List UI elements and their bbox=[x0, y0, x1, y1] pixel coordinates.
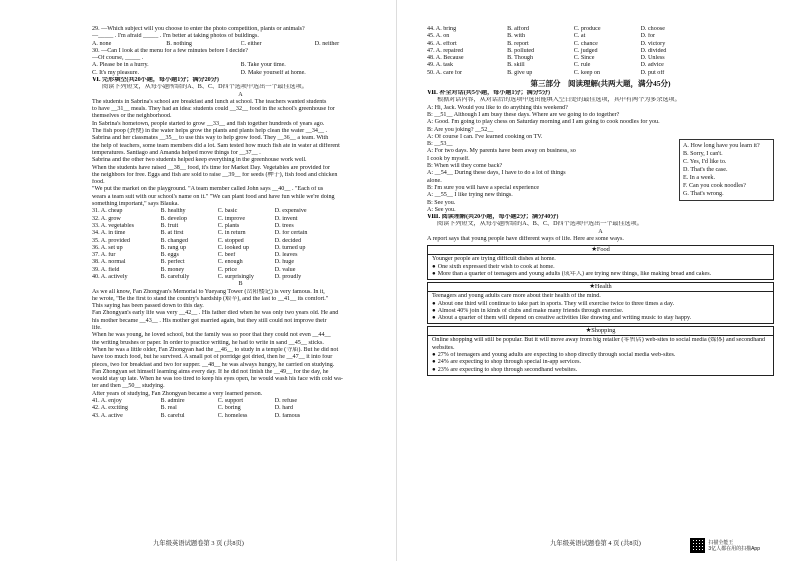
option: C. homeless bbox=[217, 412, 248, 419]
option-row bbox=[92, 252, 389, 259]
option: B. carefully bbox=[160, 274, 190, 280]
dialogue-line: B: When will they come back? bbox=[427, 163, 503, 170]
option: D. Make yourself at home. bbox=[240, 69, 306, 76]
option: 50. A. care for bbox=[427, 69, 463, 76]
option: B. rang up bbox=[160, 244, 187, 251]
question-30-options bbox=[92, 62, 389, 77]
option: 38. A. normal bbox=[92, 259, 126, 266]
report-box-body bbox=[428, 336, 773, 374]
option: D. famous bbox=[274, 412, 301, 419]
option: B. perfect bbox=[160, 259, 185, 266]
passage-line: "We put the market on the playground. "A team member called John says __40__ . "Each of us bbox=[92, 186, 324, 193]
passage-line: the help of teachers, some team members did a lot. Sam tested how much fish ate in water at different bbox=[92, 142, 340, 149]
report-item: ● More than a quarter of teenagers and young adults (成年人) are trying new things, like making bread and cakes. bbox=[432, 271, 769, 278]
option: C. in return bbox=[217, 230, 246, 237]
option: D. expensive bbox=[274, 208, 307, 215]
option: B. Take your time. bbox=[240, 62, 286, 69]
option: C. produce bbox=[573, 26, 601, 32]
option: B. healthy bbox=[160, 208, 186, 215]
option: D. neither bbox=[314, 40, 340, 47]
dialogue-choices-box bbox=[679, 139, 774, 201]
passage-line: themselves or the neighborhood. bbox=[92, 113, 172, 120]
option: 47. A. repaired bbox=[427, 47, 464, 54]
option: C. rule bbox=[573, 62, 591, 69]
report-item: Online shopping will still be popular. But it will move away from big retailer (零售店) web-sites to social media (媒体) and secondhand websites. bbox=[432, 337, 766, 351]
section-7-title: Ⅶ. 补全对话(共5小题，每小题1分；满分5分) bbox=[427, 90, 551, 97]
option: C. judged bbox=[573, 47, 598, 54]
option: 46. A. effort bbox=[427, 40, 457, 47]
report-item: ● 27% of teenagers and young adults are expecting to shop directly through social media web-sites. bbox=[432, 352, 769, 359]
option-row bbox=[427, 70, 774, 77]
option: B. nothing bbox=[166, 40, 192, 47]
option: B. fruit bbox=[160, 222, 179, 229]
dialogue-line: B: Are you joking? __52__ bbox=[427, 126, 494, 133]
option: D. choose bbox=[640, 26, 665, 32]
option: B. skill bbox=[507, 62, 525, 69]
passage-a-options bbox=[92, 208, 389, 281]
option-row bbox=[92, 208, 389, 215]
passage-line: pieces, two for breakfast and two for supper. __48__ he was always hungry, he carried on studying. bbox=[92, 361, 335, 368]
option: C. at bbox=[573, 33, 586, 40]
option-row bbox=[92, 267, 389, 274]
passage-a bbox=[92, 99, 389, 208]
passage-line: food. bbox=[92, 179, 105, 186]
option-row bbox=[92, 259, 389, 266]
question-line: —Of course, _____ . bbox=[92, 55, 144, 62]
passage-line: life. bbox=[92, 325, 102, 332]
option-row bbox=[427, 41, 774, 48]
passage-line: When he was young, he loved school, but the family was so poor that they could not even __44__ bbox=[92, 332, 331, 339]
option: C. beef bbox=[217, 252, 236, 259]
option: 48. A. Because bbox=[427, 55, 464, 62]
option: D. huge bbox=[274, 259, 295, 266]
option: B. polluted bbox=[507, 47, 535, 54]
question-29 bbox=[92, 26, 389, 41]
passage-b-options-continued bbox=[427, 26, 774, 77]
option: D. Unless bbox=[640, 55, 665, 62]
option: C. stopped bbox=[217, 237, 244, 244]
option-row bbox=[427, 33, 774, 40]
option-row bbox=[92, 238, 389, 245]
option: B. at first bbox=[160, 230, 184, 237]
option-row bbox=[427, 62, 774, 69]
option: B. money bbox=[160, 266, 185, 273]
dialogue-choice: G. That's wrong. bbox=[683, 190, 724, 197]
passage-line: the neighbors for free. Eggs and fish are sold to raise __39__ for seeds (种子), fish food and chicken bbox=[92, 171, 338, 178]
option-row bbox=[427, 55, 774, 62]
option: D. for bbox=[640, 33, 656, 40]
option: C. looked up bbox=[217, 244, 249, 251]
option: C. support bbox=[217, 398, 244, 405]
option-row bbox=[427, 48, 774, 55]
option: B. careful bbox=[160, 412, 185, 419]
dialogue-line: A: Of course I can. I've learned cooking on TV. bbox=[427, 133, 543, 140]
passage-line: Sabrina and her classmates __35__ to use this way to help grow food. They __36__ a team. With bbox=[92, 135, 329, 142]
section-8-title: Ⅷ. 阅读理解(共20小题，每小题2分；满分40分) bbox=[427, 214, 559, 221]
section-8-passage-label: A bbox=[598, 228, 603, 235]
passage-b bbox=[92, 289, 389, 398]
report-item: ● About one third will continue to take part in sports. They will exercise twice to three times a day. bbox=[432, 301, 769, 308]
passage-a-label: A bbox=[238, 91, 243, 98]
option: A. Please be in a hurry. bbox=[92, 62, 149, 69]
option: C. price bbox=[217, 266, 237, 273]
option: 37. A. fur bbox=[92, 252, 116, 259]
option: D. divided bbox=[640, 47, 667, 54]
option: 31. A. cheap bbox=[92, 208, 123, 215]
passage-line: When he was a little older, Fan Zhongyan had the __46__ to study in a temple (寺庙). But he did not bbox=[92, 346, 339, 353]
option: D. turned up bbox=[274, 244, 306, 251]
option: 40. A. actively bbox=[92, 274, 128, 280]
option-row bbox=[427, 26, 774, 33]
option-row bbox=[92, 223, 389, 230]
passage-b-options bbox=[92, 398, 389, 420]
passage-line: to have __31__ meals. They had an idea: students could __32__ food in the school's greenhouse for bbox=[92, 106, 335, 113]
option: B. report bbox=[507, 40, 529, 47]
question-line: 30. —Can I look at the menu for a few minutes before I decide? bbox=[92, 47, 249, 54]
option: D. advice bbox=[640, 62, 664, 69]
option: D. refuse bbox=[274, 398, 298, 405]
passage-line: Fan Zhongyan's early life was very __42__ . His father died when he was only two years old. He and bbox=[92, 310, 339, 317]
dialogue-line: A: Good. I'm going to play chess on Saturday morning and I am going to cook noodles for you. bbox=[427, 119, 660, 126]
option: B. real bbox=[160, 405, 177, 412]
passage-line: This saying has been passed down to this day. bbox=[92, 303, 204, 310]
option: B. with bbox=[507, 33, 526, 40]
report-box bbox=[427, 245, 774, 280]
page-3-footer: 九年级英语试题卷第 3 页 (共8页) bbox=[153, 540, 244, 547]
report-item: ● 24% are expecting to shop through special in-app services. bbox=[432, 359, 769, 366]
option: B. afford bbox=[507, 26, 529, 32]
option: D. invent bbox=[274, 215, 298, 222]
passage-line: In Sabrina's hometown, people started to grow __33__ and fish together hundreds of years ago. bbox=[92, 120, 325, 127]
passage-line: something important," says Blauka. bbox=[92, 201, 179, 208]
option-row bbox=[92, 398, 389, 405]
option: D. victory bbox=[640, 40, 666, 47]
watermark-title: 扫描全能王 bbox=[708, 539, 734, 546]
dialogue-choice: E. In a week. bbox=[683, 174, 715, 181]
option-row bbox=[92, 216, 389, 223]
question-line: —_____ . I'm afraid _____ . I'm better at taking photos of buildings. bbox=[92, 33, 259, 40]
passage-line: temperatures. Santiago and Amanda helped move things for __37__ . bbox=[92, 149, 261, 156]
option: D. proudly bbox=[274, 274, 302, 280]
scanner-watermark bbox=[690, 538, 760, 553]
option-row bbox=[92, 405, 389, 412]
option-row bbox=[92, 230, 389, 237]
section-6-instruction: 阅读下列短文，从每小题所给的A、B、C、D四个选项中选出一个最佳选项。 bbox=[102, 84, 308, 91]
dialogue-choice: D. That's the case. bbox=[683, 166, 728, 173]
passage-line: his mother became __43__ . His mother got married again, but they still could not improve their bbox=[92, 317, 327, 324]
option: C. It's my pleasure. bbox=[92, 69, 139, 76]
passage-line: The fish poop (粪便) in the water helps grow the plants and plants help clean the water __34__ . bbox=[92, 128, 328, 135]
dialogue-line: B: __51__ Although I am busy these days. Where are we going to do together? bbox=[427, 111, 620, 118]
option: D. put off bbox=[640, 69, 665, 76]
option: C. keep on bbox=[573, 69, 601, 76]
report-box-heading: ★Food bbox=[428, 246, 773, 255]
report-box-body bbox=[428, 255, 773, 279]
option: D. hard bbox=[274, 405, 294, 412]
report-box-body bbox=[428, 292, 773, 323]
report-item: ● Almost 40% join in kinds of clubs and make many friends through exercise. bbox=[432, 308, 769, 315]
dialogue-line: A: For two days. My parents have been away on business, so bbox=[427, 148, 576, 155]
passage-line: Sabrina and the other two students helped keep everything in the greenhouse work well. bbox=[92, 157, 307, 164]
option: C. Since bbox=[573, 55, 595, 62]
option-row bbox=[92, 274, 389, 281]
passage-line: he wrote, "Be the first to stand the country's hardship (艰辛), and the last to __41__ its comfort." bbox=[92, 295, 329, 302]
option: 39. A. field bbox=[92, 266, 120, 273]
passage-line: After years of studying, Fan Zhongyan became a very learned person. bbox=[92, 390, 263, 397]
report-item: Teenagers and young adults care more about their health of the mind. bbox=[432, 293, 601, 300]
report-box-heading: ★Shopping bbox=[428, 327, 773, 336]
watermark-subtitle: 3亿人都在用的扫描App bbox=[708, 545, 760, 552]
option: B. eggs bbox=[160, 252, 179, 259]
report-item: ● About a quarter of them will depend on creative activities like drawing and writing music to stay happy. bbox=[432, 315, 769, 322]
option: B. Though bbox=[507, 55, 534, 62]
part-3-title: 第三部分 阅读理解(共两大题，满分45分) bbox=[530, 79, 671, 89]
option: 34. A. in time bbox=[92, 230, 126, 237]
dialogue-line: B: I'm sure you will have a special experience bbox=[427, 184, 540, 191]
section-6-title: Ⅵ. 完形填空(共20小题，每小题1分；满分20分) bbox=[92, 76, 219, 83]
option: C. improve bbox=[217, 215, 246, 222]
dialogue-choice: C. Yes, I'd like to. bbox=[683, 158, 727, 165]
dialogue-choice: F. Can you cook noodles? bbox=[683, 182, 746, 189]
option: D. value bbox=[274, 266, 296, 273]
option: C. surprisingly bbox=[217, 274, 254, 280]
option: 43. A. active bbox=[92, 412, 123, 419]
report-box bbox=[427, 326, 774, 375]
passage-line: When the students have raised __38__ food, it's time for Market Day. Vegetables are provided for bbox=[92, 164, 331, 171]
option: B. develop bbox=[160, 215, 187, 222]
option: A. none bbox=[92, 40, 112, 47]
option: 42. A. exciting bbox=[92, 405, 128, 412]
option: B. admire bbox=[160, 398, 185, 405]
option: 44. A. bring bbox=[427, 26, 457, 32]
report-item: Younger people are trying difficult dishes at home. bbox=[432, 256, 556, 263]
passage-line: wears a team suit with our school's name on it." "We can plant food and have fun while we're doing bbox=[92, 193, 335, 200]
dialogue-line: alone. bbox=[427, 177, 442, 184]
option: 35. A. provided bbox=[92, 237, 130, 244]
report-box-heading: ★Health bbox=[428, 283, 773, 292]
option: C. chance bbox=[573, 40, 598, 47]
dialogue-line: B: __53__ bbox=[427, 141, 453, 148]
dialogue-line: A: __55__ I like trying new things. bbox=[427, 192, 513, 199]
report-box bbox=[427, 282, 774, 324]
report-item: ● One sixth expressed their wish to cook at home. bbox=[432, 264, 769, 271]
option: C. boring bbox=[217, 405, 241, 412]
report-intro: A report says that young people have different ways of life. Here are some ways. bbox=[427, 236, 624, 243]
dialogue-block bbox=[427, 105, 774, 214]
report-boxes bbox=[427, 245, 774, 376]
dialogue-line: A: __54__ During these days, I have to do a lot of things bbox=[427, 170, 566, 177]
report-item: ● 23% are expecting to shop through secondhand websites. bbox=[432, 367, 769, 374]
question-line: 29. —Which subject will you choose to enter the photo competition, plants or animals? bbox=[92, 26, 305, 32]
option: 41. A. enjoy bbox=[92, 398, 122, 405]
dialogue-line: A: Hi, Jack. Would you like to do anything this weekend? bbox=[427, 104, 568, 111]
qr-code-icon bbox=[690, 538, 705, 553]
passage-line: Fan Zhongyan set himself learning aims every day. If he did not finish the __49__ for the day, he bbox=[92, 368, 329, 375]
section-8-instruction: 阅读下列短文，从每小题所给的A、B、C、D四个选项中选出一个最佳选项。 bbox=[437, 221, 643, 228]
option: 36. A. set up bbox=[92, 244, 123, 251]
passage-line: As we all know, Fan Zhongyan's Memorial to Yueyang Tower (岳阳楼记) is very famous. In it, bbox=[92, 288, 325, 295]
option: B. give up bbox=[507, 69, 533, 76]
question-30 bbox=[92, 48, 389, 63]
passage-line: ter and then __50__ studying. bbox=[92, 383, 165, 390]
option: C. either bbox=[240, 40, 262, 47]
passage-line: have too much food, but he survived. A small pot of porridge got dried, then he __47__ it into four bbox=[92, 354, 333, 361]
option-row bbox=[92, 245, 389, 252]
dialogue-choice: B. Sorry, I can't. bbox=[683, 150, 723, 157]
passage-line: would stay up late. When he was too tired to keep his eyes open, he would wash his face with cold wa- bbox=[92, 376, 343, 383]
option: 32. A. grow bbox=[92, 215, 121, 222]
passage-line: The students in Sabrina's school are breakfast and lunch at school. The teachers wanted students bbox=[92, 98, 327, 105]
option: C. basic bbox=[217, 208, 238, 215]
dialogue-line: I cook by myself. bbox=[427, 155, 470, 162]
option: B. changed bbox=[160, 237, 188, 244]
section-7-instruction: 根据对话内容，从对话后的选项中选出能填入空白处的最佳选项，其中有两个为多余选项。 bbox=[437, 97, 681, 104]
option: C. enough bbox=[217, 259, 243, 266]
passage-b-label: B bbox=[238, 281, 243, 288]
option: D. leaves bbox=[274, 252, 298, 259]
page-4-footer: 九年级英语试题卷第 4 页 (共8页) bbox=[550, 540, 641, 547]
option: D. decided bbox=[274, 237, 302, 244]
dialogue-line: A: See you. bbox=[427, 206, 456, 213]
dialogue-line: B: See you. bbox=[427, 199, 456, 206]
exam-page-4 bbox=[397, 0, 794, 561]
option: 45. A. on bbox=[427, 33, 450, 40]
passage-line: the writing brushes or paper. In order to practice writing, he had to write in sand __45__ sticks. bbox=[92, 339, 324, 346]
question-29-options bbox=[92, 41, 389, 48]
option: 49. A. task bbox=[427, 62, 454, 69]
option: C. plants bbox=[217, 222, 240, 229]
option: 33. A. vegetables bbox=[92, 222, 134, 229]
dialogue-choice: A. How long have you learn it? bbox=[683, 142, 760, 149]
option: D. for certain bbox=[274, 230, 308, 237]
option: D. trees bbox=[274, 222, 294, 229]
option-row bbox=[92, 413, 389, 420]
